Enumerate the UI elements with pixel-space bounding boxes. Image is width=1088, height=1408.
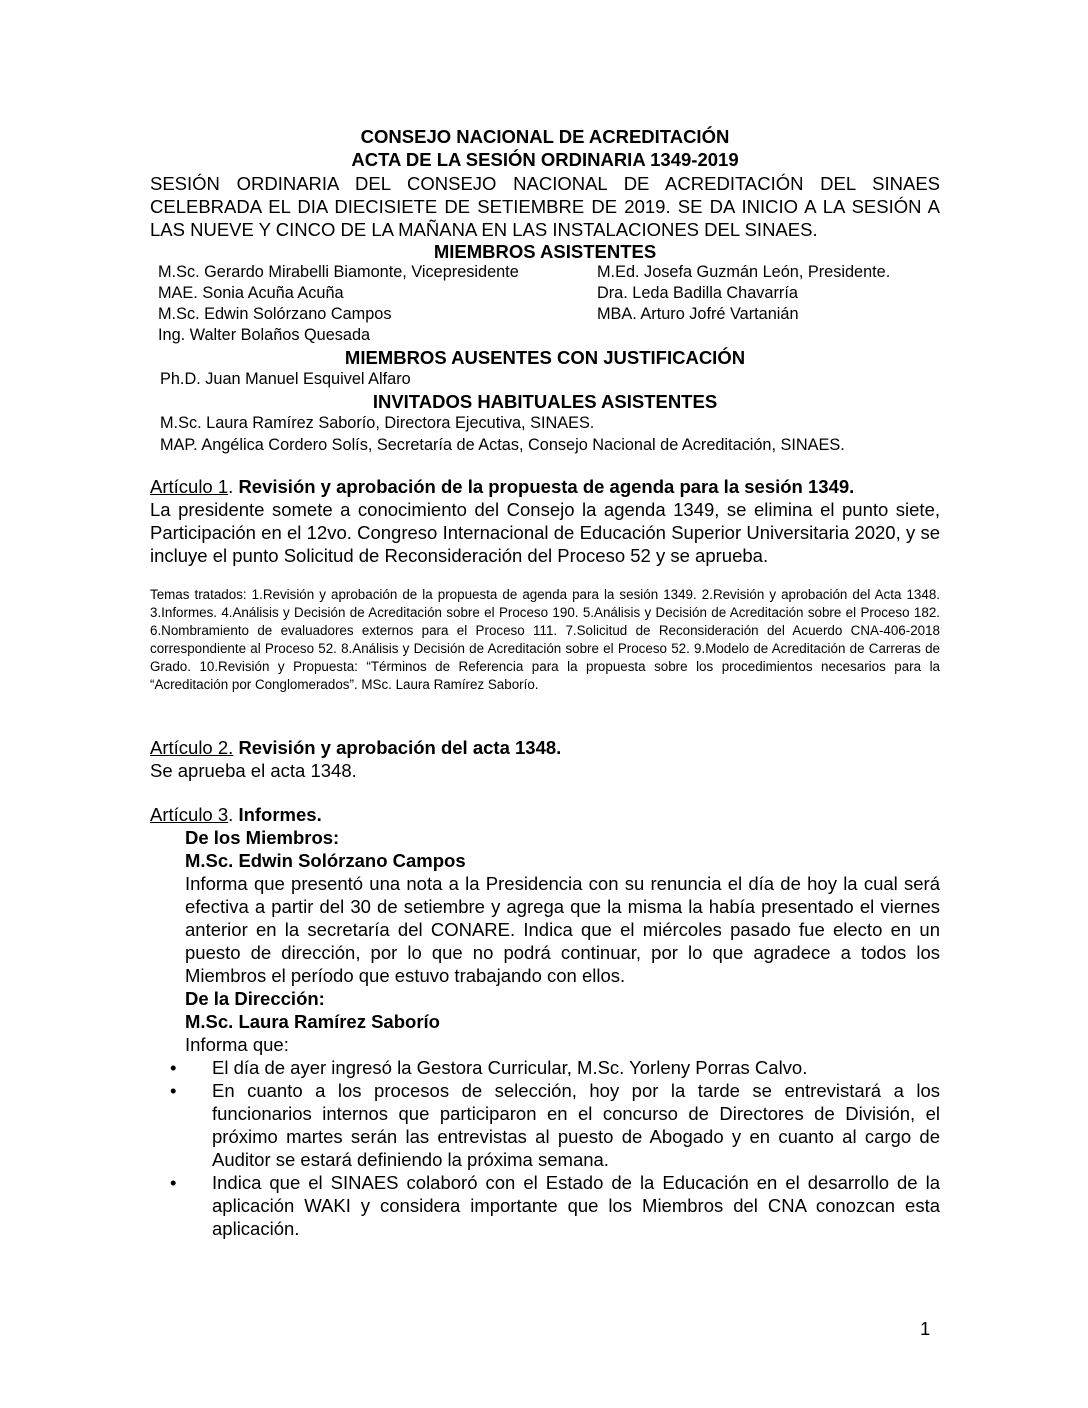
article-3-title: Informes. — [238, 804, 322, 825]
bullet-text: En cuanto a los procesos de selección, hoy por la tarde se entrevistará a los funcionarios internos que participaron en el concurso de Directores de División, el próximo martes serán las entrevistas al puesto de Abogado y en cuanto al cargo de Auditor se estará definiendo la próxima semana. — [212, 1080, 940, 1170]
member-name: M.Sc. Edwin Solórzano Campos — [185, 850, 466, 871]
director-name: M.Sc. Laura Ramírez Saborío — [185, 1011, 440, 1032]
attendees-heading: MIEMBROS ASISTENTES — [433, 241, 657, 262]
bullet-icon: • — [170, 1080, 177, 1101]
session-intro: SESIÓN ORDINARIA DEL CONSEJO NACIONAL DE ACREDITACIÓN DEL SINAES CELEBRADA EL DIA DIECISIETE DE SETIEMBRE DE 2019. SE DA INICIO A LA SESIÓN A LAS NUEVE Y CINCO DE LA MAÑANA EN LAS INSTALACIONES DEL SINAES. — [150, 173, 940, 240]
direction-subheading: De la Dirección: — [185, 988, 325, 1009]
members-subheading: De los Miembros: — [185, 827, 340, 848]
page-number: 1 — [920, 1318, 931, 1339]
bullet-icon: • — [170, 1057, 177, 1078]
absent-member: Ph.D. Juan Manuel Esquivel Alfaro — [160, 370, 411, 388]
article-3-label: Artículo 3 — [150, 804, 229, 825]
article-1-sep: . — [228, 476, 239, 497]
document-title: CONSEJO NACIONAL DE ACREDITACIÓN — [360, 126, 730, 147]
report-bullet — [170, 1079, 940, 1171]
session-title: ACTA DE LA SESIÓN ORDINARIA 1349-2019 — [351, 149, 739, 170]
attendee-right: M.Ed. Josefa Guzmán León, Presidente. — [597, 263, 891, 281]
attendee-left: M.Sc. Gerardo Mirabelli Biamonte, Vicepresidente — [158, 263, 519, 281]
attendee-left: M.Sc. Edwin Solórzano Campos — [158, 305, 392, 323]
article-2-label: Artículo 2. — [150, 737, 234, 758]
article-2-body: Se aprueba el acta 1348. — [150, 760, 357, 781]
article-2-title: Revisión y aprobación del acta 1348. — [238, 737, 562, 758]
member-report: Informa que presentó una nota a la Presidencia con su renuncia el día de hoy la cual será efectiva a partir del 30 de setiembre y agrega que la misma la había presentado el viernes anterior en la secretaría del CONARE. Indica que el miércoles pasado fue electo en un puesto de dirección, por lo que no podrá continuar, por lo que agradece a todos los Miembros el período que estuvo trabajando con ellos. — [185, 873, 940, 986]
article-3-heading — [150, 803, 940, 826]
article-3-sep: . — [228, 804, 239, 825]
article-1-title: Revisión y aprobación de la propuesta de agenda para la sesión 1349. — [238, 476, 855, 497]
director-informa: Informa que: — [185, 1034, 289, 1055]
report-bullet — [170, 1171, 940, 1240]
article-1-body: La presidente somete a conocimiento del Consejo la agenda 1349, se elimina el punto siete, Participación en el 12vo. Congreso Internacional de Educación Superior Universitaria 2020, y se incluye el punto Solicitud de Reconsideración del Proceso 52 y se aprueba. — [150, 499, 940, 566]
guest-member: M.Sc. Laura Ramírez Saborío, Directora Ejecutiva, SINAES. — [160, 414, 595, 432]
report-bullet — [170, 1056, 940, 1079]
topics-paragraph: Temas tratados: 1.Revisión y aprobación de la propuesta de agenda para la sesión 1349. 2.Revisión y aprobación del Acta 1348. 3.Informes. 4.Análisis y Decisión de Acreditación sobre el Proceso 190. 5.Análisis y Decisión de Acreditación sobre el Proceso 182. 6.Nombramiento de evaluadores externos para el Proceso 111. 7.Solicitud de Reconsideración del Acuerdo CNA-406-2018 correspondiente al Proceso 52. 8.Análisis y Decisión de Acreditación sobre el Proceso 52. 9.Modelo de Acreditación de Carreras de Grado. 10.Revisión y Propuesta: “Términos de Referencia para la propuesta sobre los procedimientos necesarios para la “Acreditación por Conglomerados”. MSc. Laura Ramírez Saborío. — [150, 587, 940, 692]
guest-member: MAP. Angélica Cordero Solís, Secretaría de Actas, Consejo Nacional de Acreditación, SINAES. — [160, 436, 845, 454]
attendee-left: MAE. Sonia Acuña Acuña — [158, 284, 344, 302]
bullet-icon: • — [170, 1172, 177, 1193]
absent-heading: MIEMBROS AUSENTES CON JUSTIFICACIÓN — [344, 347, 746, 368]
attendee-left: Ing. Walter Bolaños Quesada — [158, 326, 371, 344]
article-1-heading — [150, 475, 940, 498]
article-2-heading — [150, 736, 940, 759]
bullet-text: El día de ayer ingresó la Gestora Curricular, M.Sc. Yorleny Porras Calvo. — [212, 1057, 808, 1078]
attendee-right: MBA. Arturo Jofré Vartanián — [597, 305, 799, 323]
article-1-label: Artículo 1 — [150, 476, 229, 497]
guests-heading: INVITADOS HABITUALES ASISTENTES — [372, 391, 718, 412]
bullet-text: Indica que el SINAES colaboró con el Estado de la Educación en el desarrollo de la aplicación WAKI y considera importante que los Miembros del CNA conozcan esta aplicación. — [212, 1172, 940, 1239]
attendee-right: Dra. Leda Badilla Chavarría — [597, 284, 798, 302]
